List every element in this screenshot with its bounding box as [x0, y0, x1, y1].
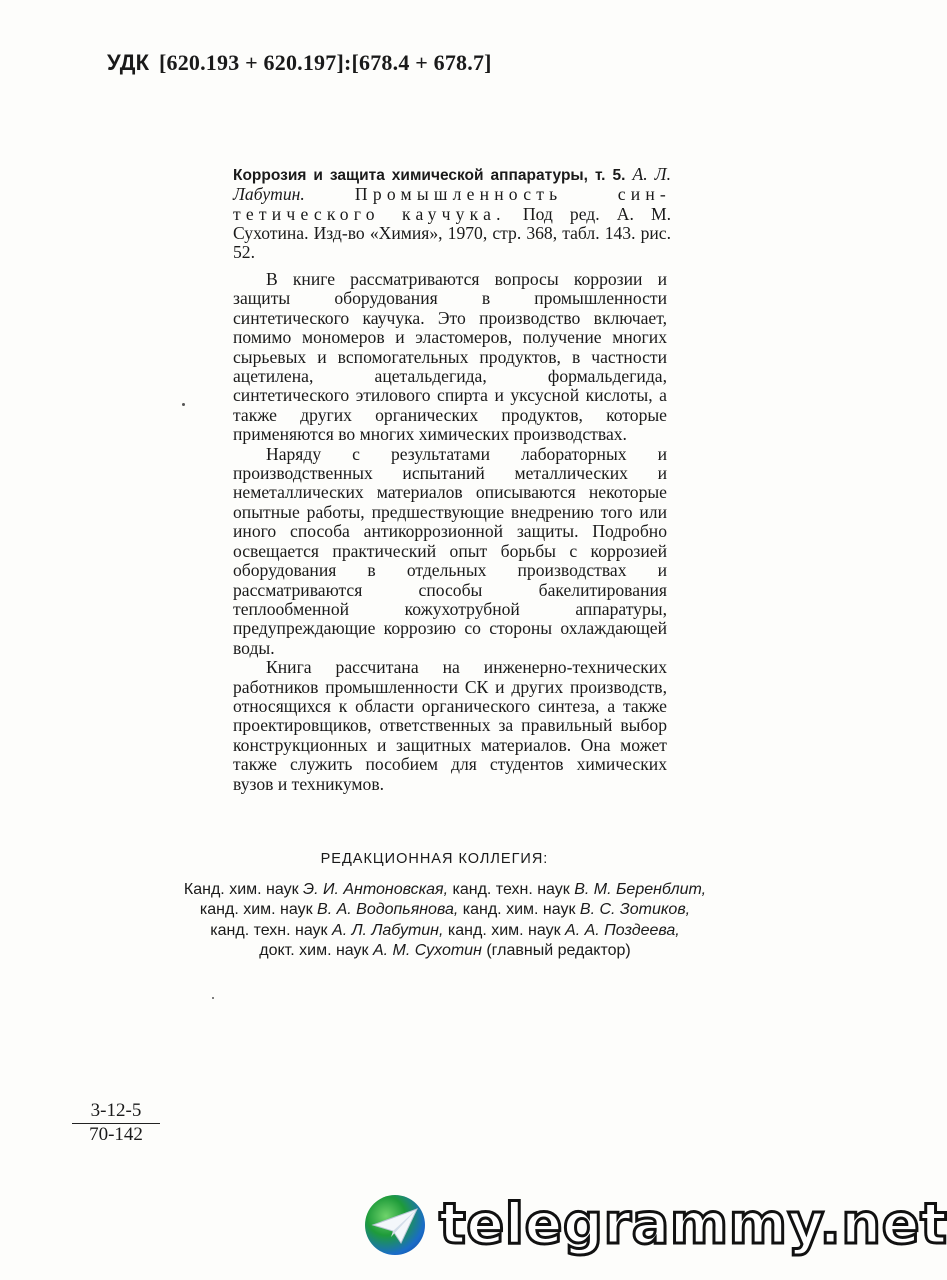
- member-degree: канд. хим. наук: [199, 901, 313, 919]
- watermark-logo: [365, 1188, 947, 1262]
- member-name: А. Л. Лабутин,: [332, 921, 444, 939]
- member-name: Э. И. Антоновская,: [303, 881, 449, 898]
- publication-details: Под ред. А. М. Сухотина. Изд-во «Химия», 1970, стр. 368, табл. 143. рис. 52.: [233, 203, 671, 263]
- abstract-paragraph: Книга рассчитана на инженерно-технических работников промышленности СК и других производств, относящихся к области органического синтеза, а также проектировщиков, ответственных за правильный выбор конструкционных и защитных материалов. Она может также служить пособием для студентов химических вузов и техникумов.: [233, 657, 667, 794]
- abstract-paragraph: Наряду с результатами лабораторных и производственных испытаний металлических и неметаллических материалов описываются некоторые опытные работы, предшествующие внедрению того или иного способа антикоррозионной защиты. Подробно освещается практический опыт борьбы с коррозией оборудования в отдельных производствах и рассматриваются способы бакелитирования теплообменной кожухотрубной аппаратуры, предупреждающие коррозию со стороны охлаждающей воды.: [233, 443, 667, 658]
- book-title: Коррозия и защита химической аппаратуры, т. 5.: [233, 167, 626, 184]
- member-name: В. А. Водопьянова,: [317, 901, 459, 919]
- member-name: А. М. Сухотин: [372, 941, 482, 959]
- member-name: В. М. Беренблит,: [574, 881, 707, 898]
- member-note: (главный редактор): [486, 941, 631, 959]
- catalog-code-numerator: 3-12-5: [72, 1100, 160, 1124]
- bibliographic-description: [233, 165, 671, 262]
- paper-plane-globe-icon: [365, 1195, 425, 1255]
- scan-speck: [182, 403, 185, 406]
- udk-classification: [107, 50, 492, 76]
- abstract: [233, 270, 667, 794]
- scan-speck: [212, 997, 214, 999]
- udk-label: УДК: [107, 50, 150, 75]
- book-subtitle-part-1: Промышленность син-: [354, 184, 671, 205]
- catalog-code: [72, 1100, 160, 1146]
- abstract-paragraph: В книге рассматриваются вопросы коррозии и защиты оборудования в промышленности синтетического каучука. Это производство включает, помимо мономеров и эластомеров, получение многих сырьевых и вспомогательных продуктов, в частности ацетилена, ацетальдегида, формальдегида, синтетического этилового спирта и уксусной кислоты, а также других органических продуктов, которые применяются во многих химических производствах.: [233, 269, 667, 445]
- member-degree: канд. техн. наук: [452, 881, 570, 898]
- book-author: А. Л. Лабутин.: [233, 164, 671, 205]
- editorial-board-list: [110, 880, 780, 961]
- member-degree: канд. хим. наук: [447, 921, 561, 939]
- editorial-board-heading: РЕДАКЦИОННАЯ КОЛЛЕГИЯ:: [320, 851, 549, 867]
- member-name: В. С. Зотиков,: [579, 901, 691, 919]
- member-degree: докт. хим. наук: [259, 941, 369, 959]
- member-name: А. А. Поздеева,: [565, 921, 680, 939]
- udk-code: [620.193 + 620.197]:[678.4 + 678.7]: [158, 50, 492, 75]
- member-degree: канд. техн. наук: [210, 921, 328, 939]
- catalog-code-denominator: 70-142: [89, 1124, 143, 1145]
- book-subtitle-part-2: тетического каучука.: [233, 203, 506, 224]
- member-degree: Канд. хим. наук: [183, 881, 299, 898]
- watermark-text: telegrammy.net: [439, 1192, 947, 1257]
- member-degree: канд. хим. наук: [462, 901, 576, 919]
